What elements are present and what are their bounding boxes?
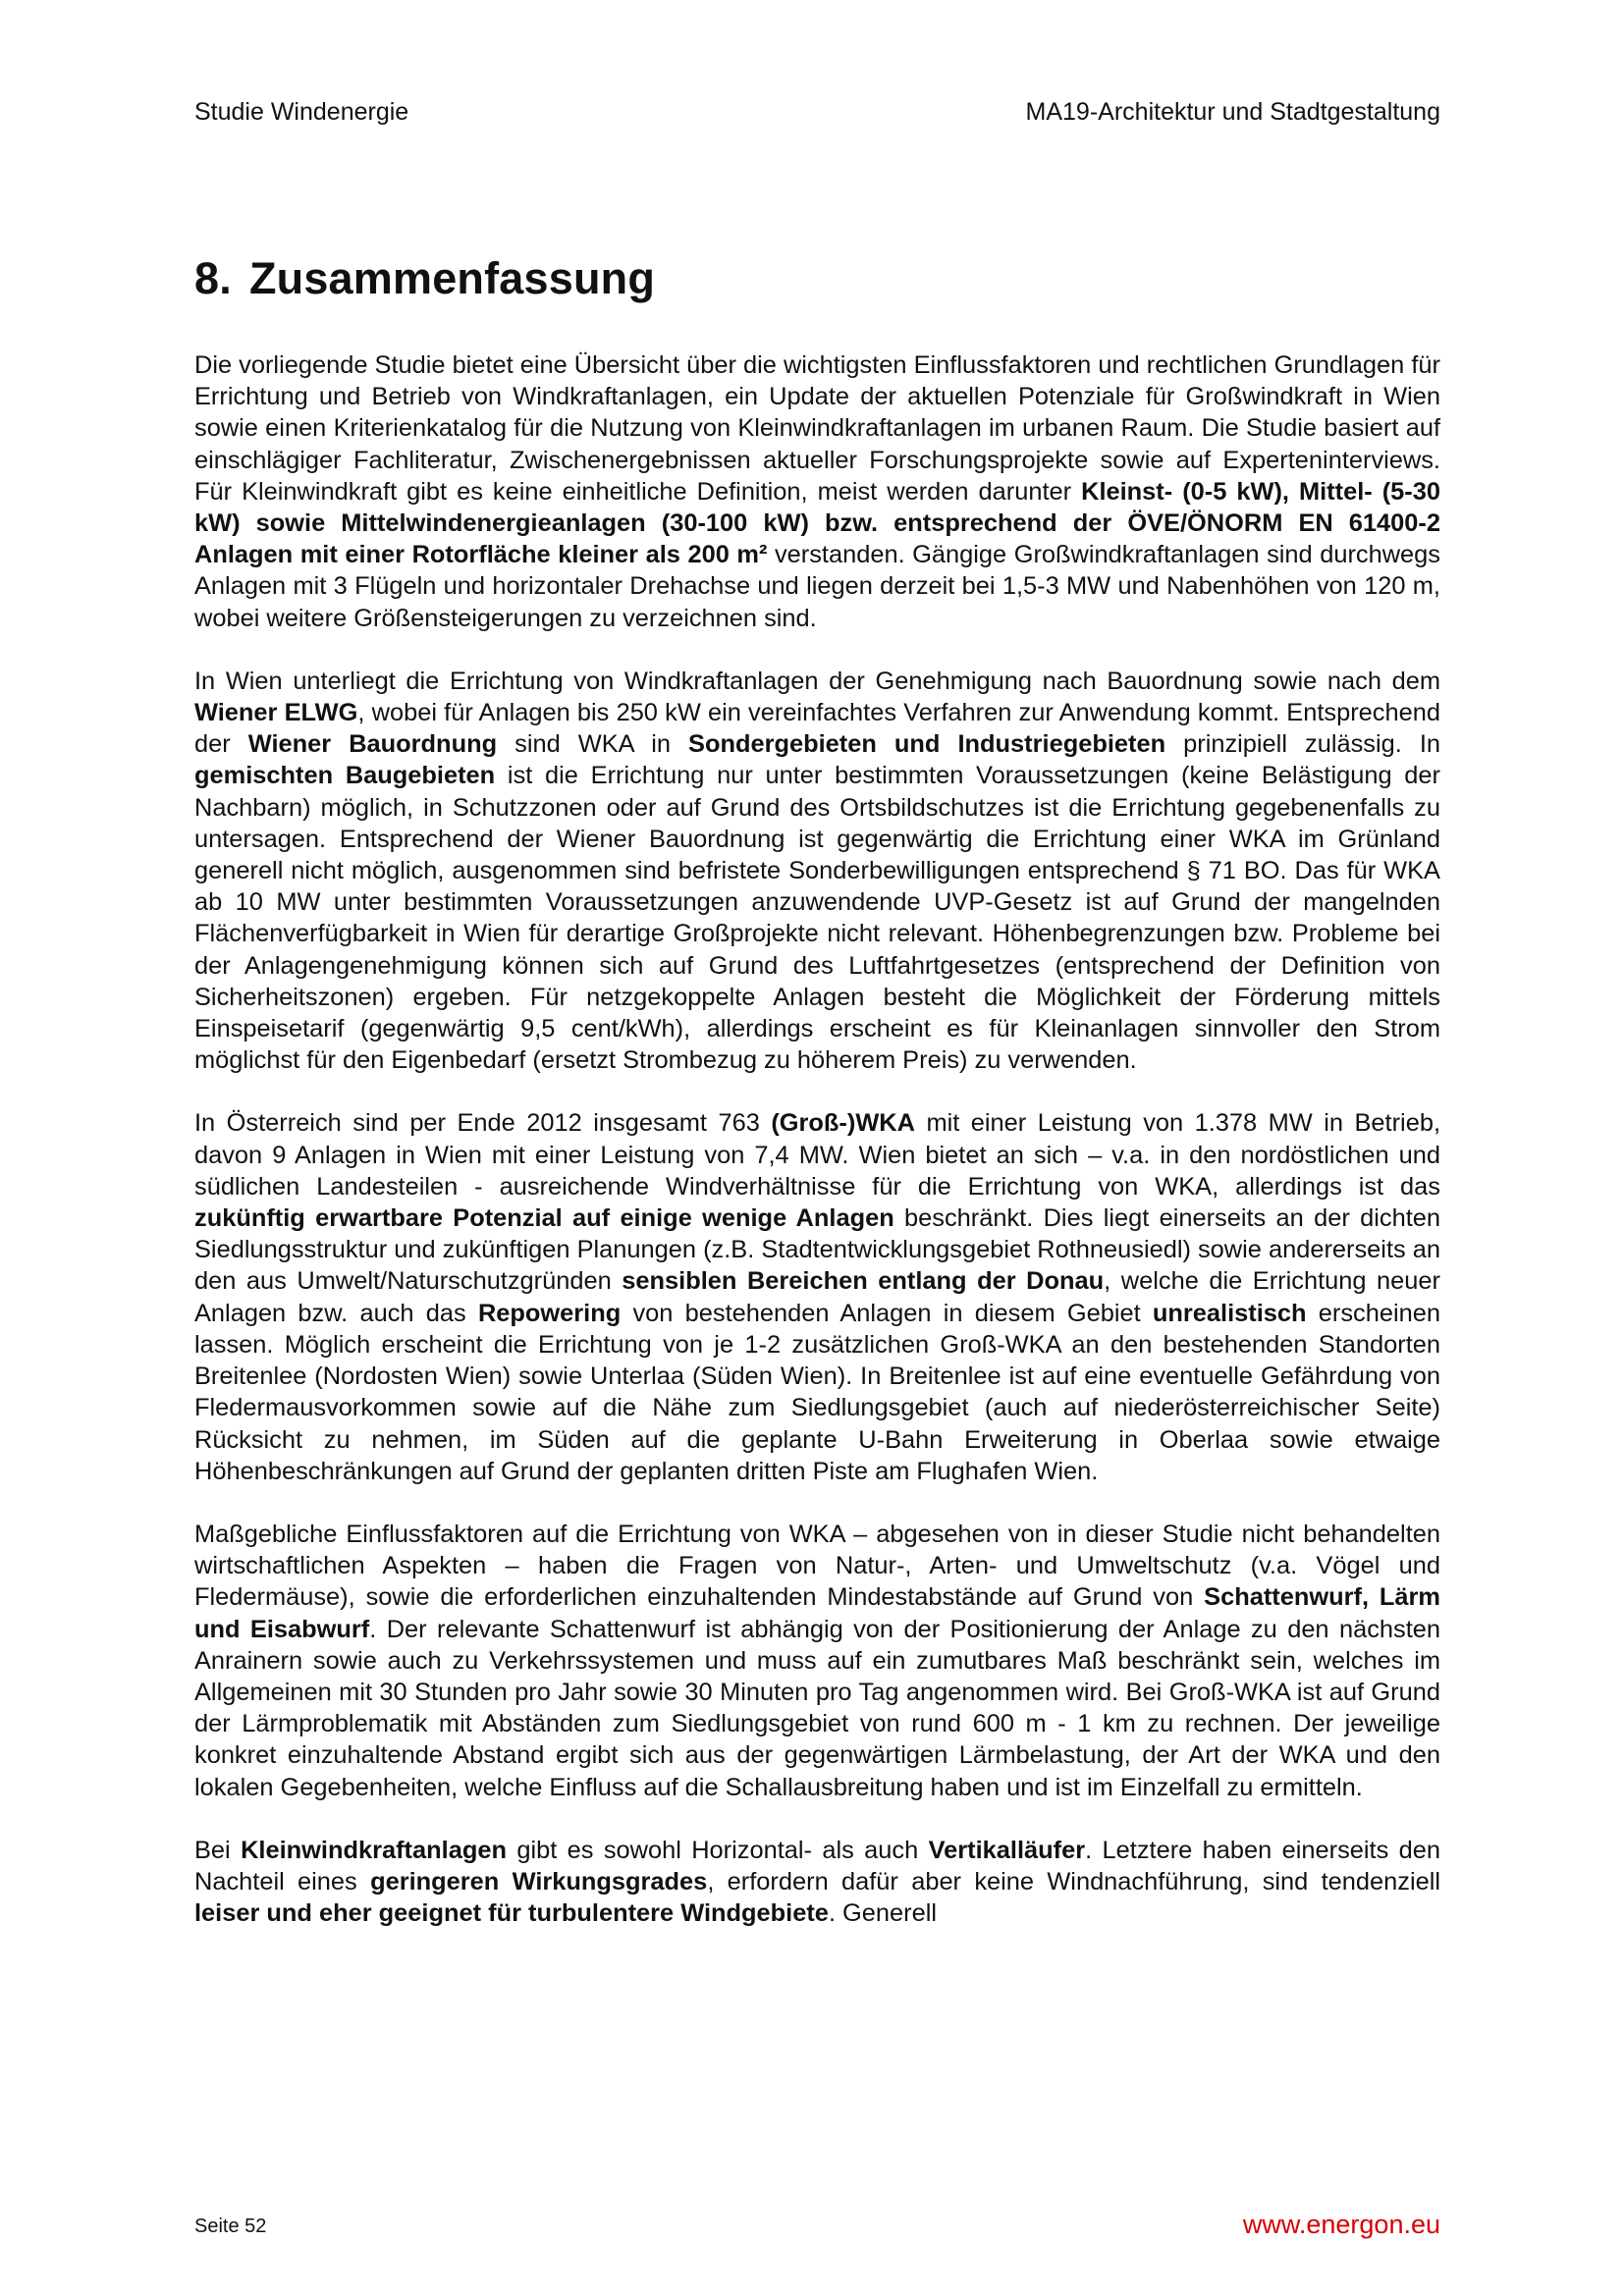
emphasis: leiser und eher geeignet für turbulentere Windgebiete [194,1899,829,1928]
text-run: In Wien unterliegt die Errichtung von Windkraftanlagen der Genehmigung nach Bauordnung sowie nach dem [194,667,1440,695]
chapter-title: Zusammenfassung [248,253,656,303]
page-footer [194,2210,1440,2245]
text-run: gibt es sowohl Horizontal- als auch [506,1836,929,1864]
text-run: erscheinen lassen. Möglich erscheint die Errichtung von je 1-2 zusätzlichen Groß-WKA an den bestehenden Standorten Breitenlee (Nordosten Wien) sowie Unterlaa (Süden Wien). In Breitenlee ist auf eine eventuelle Gefährdung von Fledermausvorkommen sowie auf die Nähe zum Siedlungsgebiet (auch auf niederösterreichischer Seite) Rücksicht zu nehmen, im Süden auf die geplante U-Bahn Erweiterung in Oberlaa sowie etwaige Höhenbeschränkungen auf Grund der geplanten dritten Piste am Flughafen Wien. [194,1299,1440,1485]
text-run: , erfordern dafür aber keine Windnachführung, sind tendenziell [707,1867,1441,1896]
text-run: sind WKA in [497,730,689,759]
emphasis: zukünftig erwartbare Potenzial auf einige wenige Anlagen [194,1204,894,1233]
text-run: In Österreich sind per Ende 2012 insgesamt 763 [194,1109,772,1138]
emphasis: unrealistisch [1152,1299,1307,1327]
paragraph-potential [194,1107,1440,1486]
emphasis: Wiener ELWG [194,699,358,727]
text-run: , wobei für Anlagen bis 250 kW ein vereinfachtes Verfahren zur Anwendung kommt. Entsprechend der [194,699,1440,759]
emphasis: Vertikalläufer [928,1836,1086,1864]
emphasis: Sondergebieten und Industriegebieten [688,730,1166,759]
paragraph-influencing-factors [194,1519,1440,1803]
text-run: . Der relevante Schattenwurf ist abhängig von der Positionierung der Anlage zu den nächsten Anrainern sowie auch zu Verkehrssystemen und muss auf ein zumutbares Maß beschränkt sein, welches im Allgemeinen mit 30 Stunden pro Jahr sowie 30 Minuten pro Tag angenommen wird. Bei Groß-WKA ist auf Grund der Lärmproblematik mit Abständen zum Siedlungsgebiet von rund 600 m - 1 km zu rechnen. Der jeweilige konkret einzuhaltende Abstand ergibt sich aus der gegenwärtigen Lärmbelastung, der Art der WKA und den lokalen Gegebenheiten, welche Einfluss auf die Schallausbreitung haben und ist im Einzelfall zu ermitteln. [194,1615,1441,1801]
chapter-number: 8. [194,253,232,303]
emphasis: Schattenwurf, Lärm und Eisabwurf [194,1583,1440,1643]
emphasis: gemischten Baugebieten [194,762,496,790]
emphasis: (Groß-)WKA [771,1109,915,1138]
text-run: . Letztere haben einerseits den Nachteil eines [194,1836,1441,1896]
text-run: beschränkt. Dies liegt einerseits an der dichten Siedlungsstruktur und zukünftigen Planungen (z.B. Stadtentwicklungsgebiet Rothneusiedl) sowie andererseits an den aus Umwelt/Naturschutzgründen [194,1204,1440,1296]
emphasis: Wiener Bauordnung [247,730,498,759]
chapter-heading [194,253,655,304]
text-run: Die vorliegende Studie bietet eine Übersicht über die wichtigsten Einflussfaktoren und rechtlichen Grundlagen für Errichtung und Betrieb von Windkraftanlagen, ein Update der aktuellen Potenziale für Großwindkraft in Wien sowie einen Kriterienkatalog für die Nutzung von Kleinwindkraftanlagen im urbanen Raum. Die Studie basiert auf einschlägiger Fachliteratur, Zwischenergebnissen aktueller Forschungsprojekte sowie auf Experteninterviews. Für Kleinwindkraft gibt es keine einheitliche Definition, meist werden darunter [194,351,1440,506]
page-header [194,98,1440,132]
text-run: Bei [194,1836,242,1864]
paragraph-definitions [194,349,1440,634]
emphasis: Kleinwindkraftanlagen [241,1836,507,1864]
header-study-title: Studie Windenergie [194,98,409,126]
paragraph-small-turbines [194,1835,1440,1930]
text-run: von bestehenden Anlagen in diesem Gebiet [621,1299,1153,1327]
page-number: Seite 52 [194,2216,267,2237]
text-run: verstanden. Gängige Großwindkraftanlagen sind durchwegs Anlagen mit 3 Flügeln und horizontaler Drehachse und liegen derzeit bei 1,5-3 MW und Nabenhöhen von 120 m, wobei weitere Größensteigerungen zu verzeichnen sind. [194,541,1440,632]
emphasis: sensiblen Bereichen entlang der Donau [622,1267,1105,1296]
paragraph-legal-framework [194,666,1440,1077]
text-run: ist die Errichtung nur unter bestimmten Voraussetzungen (keine Belästigung der Nachbarn) möglich, in Schutzzonen oder auf Grund des Ortsbildschutzes ist die Errichtung gegebenenfalls zu untersagen. Entsprechend der Wiener Bauordnung ist gegenwärtig die Errichtung einer WKA im Grünland generell nicht möglich, ausgenommen sind befristete Sonderbewilligungen entsprechend § 71 BO. Das für WKA ab 10 MW unter bestimmten Voraussetzungen anzuwendende UVP-Gesetz ist auf Grund der mangelnden Flächenverfügbarkeit in Wien für derartige Großprojekte nicht relevant. Höhenbegrenzungen bzw. Probleme bei der Anlagengenehmigung können sich auf Grund des Luftfahrtgesetzes (entsprechend der Definition von Sicherheitszonen) ergeben. Für netzgekoppelte Anlagen besteht die Möglichkeit der Förderung mittels Einspeisetarif (gegenwärtig 9,5 cent/kWh), allerdings erscheint es für Kleinanlagen sinnvoller den Strom möglichst für den Eigenbedarf (ersetzt Strombezug zu höherem Preis) zu verwenden. [194,762,1440,1075]
header-department: MA19-Architektur und Stadtgestaltung [1025,98,1440,126]
text-run: , welche die Errichtung neuer Anlagen bzw. auch das [194,1267,1440,1327]
emphasis: geringeren Wirkungsgrades [370,1867,708,1896]
body-text [194,349,1440,1960]
emphasis: Kleinst- (0-5 kW), Mittel- (5-30 kW) sowie Mittelwindenergieanlagen (30-100 kW) bzw. entsprechend der ÖVE/ÖNORM EN 61400-2 Anlagen mit einer Rotorfläche kleiner als 200 m² [194,477,1441,569]
website-link[interactable]: www.energon.eu [1242,2210,1440,2239]
text-run: prinzipiell zulässig. In [1165,730,1440,759]
text-run: Maßgebliche Einflussfaktoren auf die Errichtung von WKA – abgesehen von in dieser Studie nicht behandelten wirtschaftlichen Aspekten – haben die Fragen von Natur-, Arten- und Umweltschutz (v.a. Vögel und Fledermäuse), sowie die erforderlichen einzuhaltenden Mindestabstände auf Grund von [194,1520,1440,1612]
emphasis: Repowering [477,1299,622,1327]
text-run: mit einer Leistung von 1.378 MW in Betrieb, davon 9 Anlagen in Wien mit einer Leistung von 7,4 MW. Wien bietet an sich – v.a. in den nordöstlichen und südlichen Landesteilen - ausreichende Windverhältnisse für die Errichtung von WKA, allerdings ist das [194,1109,1440,1201]
text-run: . Generell [828,1899,938,1928]
